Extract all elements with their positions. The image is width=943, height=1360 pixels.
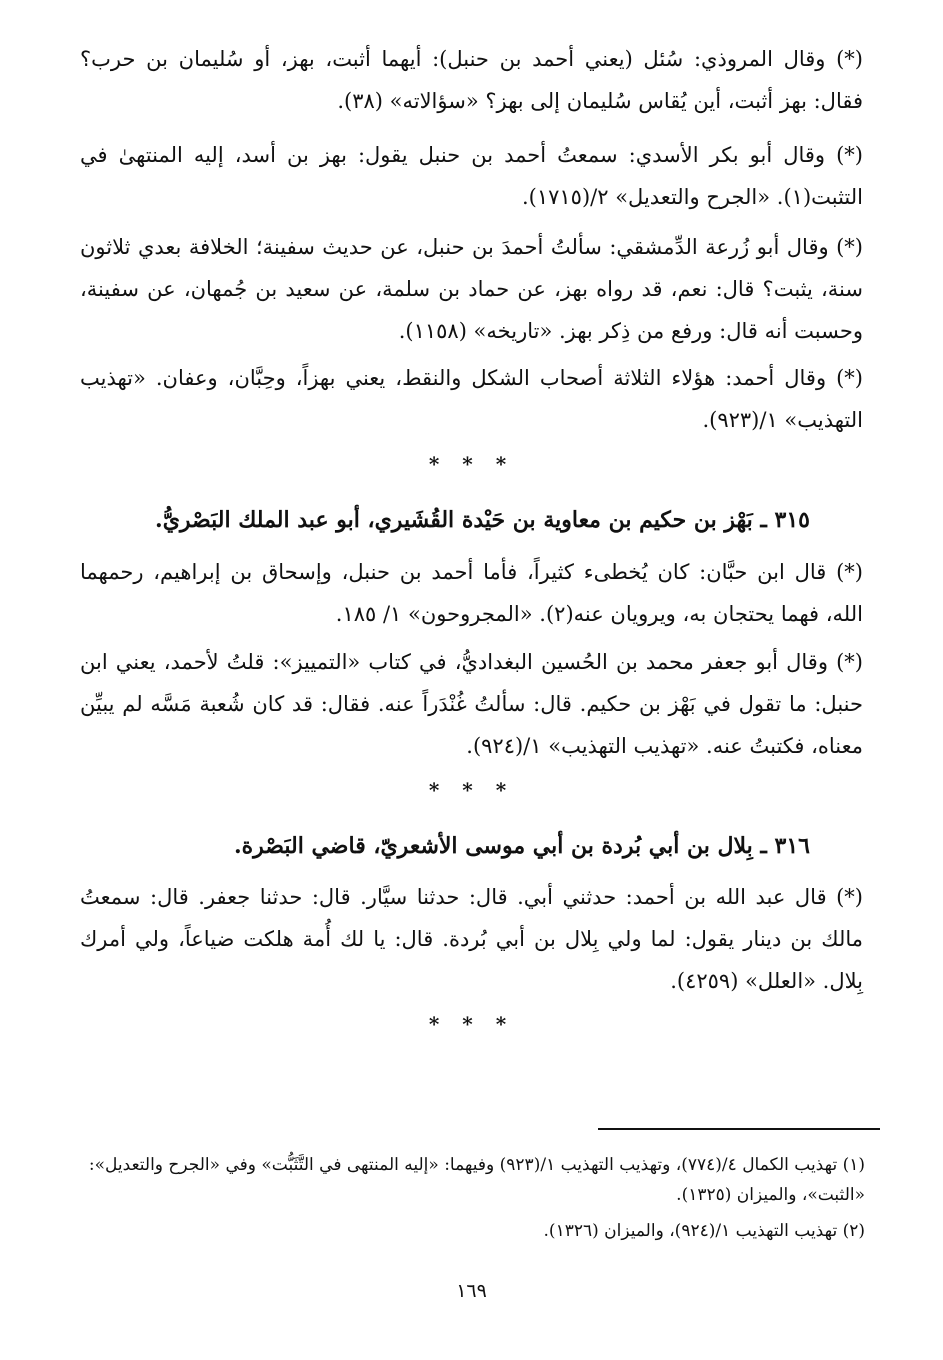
footnote-2: (٢) تهذيب التهذيب ١/(٩٢٤)، والميزان (١٣٢٦). <box>543 1221 865 1241</box>
paragraph-abu-jafar: (*) وقال أبو جعفر محمد بن الحُسين البغداديُّ، في كتاب «التمييز»: قلتُ لأحمد، يعني ابن حنبل: ما تقول في بَهْز بن حكيم. قال: سألتُ غُنْدَراً عنه. فقال: قد كان شُعبة مَسَّه لم يبيِّن معناه، فكتبتُ عنه. «تهذيب التهذيب» ١/(٩٢٤). <box>80 650 863 758</box>
paragraph-abu-zura: (*) وقال أبو زُرعة الدِّمشقي: سألتُ أحمدَ بن حنبل، عن حديث سفينة؛ الخلافة بعدي ثلاثون سنة، يثبت؟ قال: نعم، قد رواه بهز، عن حماد بن سلمة، عن سعيد بن جُمهان، عن سفينة، وحسبت أنه قال: ورفع من ذِكر بهز. «تاريخه» (١١٥٨). <box>80 235 863 343</box>
section-separator: * * * <box>428 778 515 802</box>
paragraph-marwazi: (*) وقال المروذي: سُئل (يعني أحمد بن حنبل): أيهما أثبت، بهز، أو سُليمان بن حرب؟ فقال: بهز أثبت، أين يُقاس سُليمان إلى بهز؟ «سؤالاته» (٣٨). <box>80 47 863 113</box>
paragraph-abdullah: (*) قال عبد الله بن أحمد: حدثني أبي. قال: حدثنا سيَّار. قال: حدثنا جعفر. قال: سمعتُ مالك بن دينار يقول: لما ولي بِلال بن أبي بُردة. قال: يا لك أُمة هلكت ضياعاً، ولي أمرك بِلال. «العلل» (٤٢٥٩). <box>80 885 863 993</box>
paragraph-asadi: (*) وقال أبو بكر الأسدي: سمعتُ أحمد بن حنبل يقول: بهز بن أسد، إليه المنتهىٰ في التثبت(١). «الجرح والتعديل» ٢/(١٧١٥). <box>80 143 863 209</box>
paragraph-ibn-hibban: (*) قال ابن حبَّان: كان يُخطىء كثيراً، فأما أحمد بن حنبل، وإسحاق بن إبراهيم، رحمهما الله، فهما يحتجان به، ويرويان عنه(٢). «المجروحون» ١/ ١٨٥. <box>80 560 863 626</box>
section-separator: * * * <box>428 452 515 476</box>
page-number: ١٦٩ <box>456 1280 487 1302</box>
entry-heading-315: ٣١٥ ـ بَهْز بن حكيم بن معاوية بن حَيْدة القُشَيري، أبو عبد الملك البَصْريُّ. <box>155 507 810 533</box>
footnote-1: (١) تهذيب الكمال ٤/(٧٧٤)، وتهذيب التهذيب ١/(٩٢٣) وفيهما: «إليه المنتهى في التَّثَبُّت» وفي «الجرح والتعديل»: «الثبت»، والميزان (١٣٢٥). <box>88 1155 865 1205</box>
paragraph-ahmad: (*) وقال أحمد: هؤلاء الثلاثة أصحاب الشكل والنقط، يعني بهزاً، وحِبَّان، وعفان. «تهذيب التهذيب» ١/(٩٢٣). <box>80 366 863 432</box>
entry-heading-316: ٣١٦ ـ بِلال بن أبي بُردة بن أبي موسى الأشعريّ، قاضي البَصْرة. <box>233 833 810 859</box>
section-separator: * * * <box>428 1012 515 1036</box>
footnote-divider <box>598 1128 880 1130</box>
